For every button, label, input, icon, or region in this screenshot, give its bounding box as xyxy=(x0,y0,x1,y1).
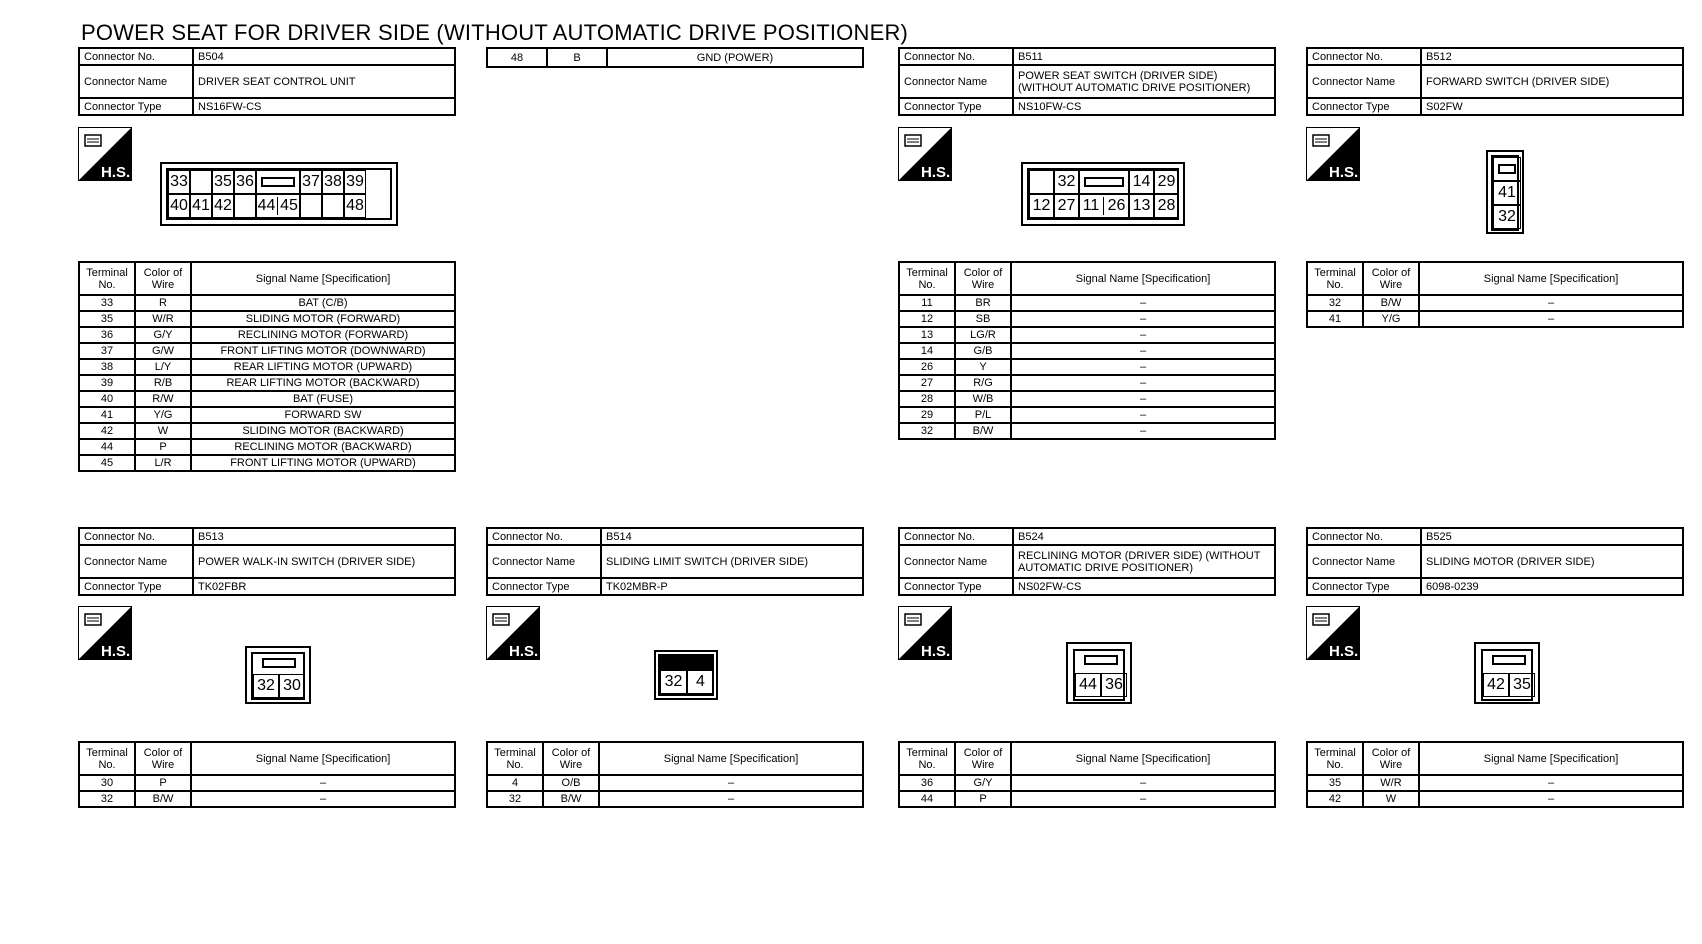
color-of-wire: Y/G xyxy=(1363,311,1419,327)
table-row xyxy=(899,343,1275,359)
pin: 32 xyxy=(660,670,687,694)
pin: 4 xyxy=(687,670,714,694)
table-row xyxy=(79,391,455,407)
table-row xyxy=(79,439,455,455)
table-row xyxy=(79,455,455,471)
terminal-no-header: Terminal No. xyxy=(899,262,955,295)
table-row xyxy=(79,791,455,807)
connector-key xyxy=(660,656,714,671)
hs-label: H.S. xyxy=(101,643,131,660)
connector-type-value: 6098-0239 xyxy=(1421,578,1683,595)
pin: 36 xyxy=(1101,673,1127,697)
pin: 13 xyxy=(1129,194,1154,218)
color-of-wire: LG/R xyxy=(955,327,1011,343)
color-of-wire: R/G xyxy=(955,375,1011,391)
connector-b525-face xyxy=(1474,642,1540,704)
color-of-wire: G/W xyxy=(135,343,191,359)
connector-type-value: S02FW xyxy=(1421,98,1683,115)
signal-name: – xyxy=(191,791,455,807)
signal-name: – xyxy=(1011,295,1275,311)
terminal-no: 33 xyxy=(79,295,135,311)
hs-icon xyxy=(898,606,952,660)
color-of-wire: G/Y xyxy=(135,327,191,343)
hs-icon xyxy=(898,127,952,181)
connector-type-label: Connector Type xyxy=(899,578,1013,595)
terminal-no: 39 xyxy=(79,375,135,391)
connector-b504-face xyxy=(160,162,398,226)
signal-name: – xyxy=(1011,327,1275,343)
color-of-wire: L/Y xyxy=(135,359,191,375)
connector-b524-signal-table xyxy=(898,741,1276,808)
connector-b514-face xyxy=(654,650,718,700)
connector-b514-header xyxy=(486,527,864,596)
table-row xyxy=(487,775,863,791)
connector-no-label: Connector No. xyxy=(899,528,1013,545)
connector-name-label: Connector Name xyxy=(79,545,193,578)
signal-name: BAT (C/B) xyxy=(191,295,455,311)
connector-no-label: Connector No. xyxy=(899,48,1013,65)
connector-no-label: Connector No. xyxy=(487,528,601,545)
connector-key xyxy=(1483,651,1535,674)
table-row xyxy=(79,375,455,391)
connector-b512-signal-table xyxy=(1306,261,1684,328)
connector-name-value: RECLINING MOTOR (DRIVER SIDE) (WITHOUT AUTOMATIC DRIVE POSITIONER) xyxy=(1013,545,1275,578)
terminal-no: 14 xyxy=(899,343,955,359)
color-of-wire-header: Color of Wire xyxy=(955,742,1011,775)
color-of-wire: Y/G xyxy=(135,407,191,423)
pin: 45 xyxy=(280,197,298,214)
table-row xyxy=(1307,775,1683,791)
connector-name-value: SLIDING MOTOR (DRIVER SIDE) xyxy=(1421,545,1683,578)
terminal-no: 12 xyxy=(899,311,955,327)
pin: 41 xyxy=(1493,181,1521,205)
connector-key xyxy=(1493,157,1521,181)
terminal-no-header: Terminal No. xyxy=(79,262,135,295)
signal-name: – xyxy=(1011,391,1275,407)
connector-name-value: DRIVER SEAT CONTROL UNIT xyxy=(193,65,455,98)
connector-name-value: SLIDING LIMIT SWITCH (DRIVER SIDE) xyxy=(601,545,863,578)
signal-name: – xyxy=(1011,407,1275,423)
table-row xyxy=(79,775,455,791)
table-row xyxy=(899,295,1275,311)
terminal-no-header: Terminal No. xyxy=(487,742,543,775)
connector-no-label: Connector No. xyxy=(1307,528,1421,545)
connector-b525-header xyxy=(1306,527,1684,596)
color-of-wire: B/W xyxy=(1363,295,1419,311)
connector-no-value: B525 xyxy=(1421,528,1683,545)
pin: 42 xyxy=(1483,673,1509,697)
terminal-no: 37 xyxy=(79,343,135,359)
connector-b511-header xyxy=(898,47,1276,116)
connector-name-label: Connector Name xyxy=(1307,545,1421,578)
color-of-wire-header: Color of Wire xyxy=(1363,262,1419,295)
pin: 37 xyxy=(300,170,322,194)
table-row xyxy=(1307,791,1683,807)
table-row xyxy=(79,407,455,423)
table-row xyxy=(899,407,1275,423)
color-of-wire-header: Color of Wire xyxy=(543,742,599,775)
connector-name-label: Connector Name xyxy=(1307,65,1421,98)
terminal-no: 32 xyxy=(899,423,955,439)
pin: 32 xyxy=(1493,205,1521,229)
hs-label: H.S. xyxy=(1329,164,1359,181)
connector-b512-face xyxy=(1486,150,1524,234)
terminal-no: 32 xyxy=(487,791,543,807)
connector-b524-header xyxy=(898,527,1276,596)
color-of-wire: B/W xyxy=(955,423,1011,439)
table-row xyxy=(899,327,1275,343)
connector-type-label: Connector Type xyxy=(1307,98,1421,115)
signal-name: RECLINING MOTOR (BACKWARD) xyxy=(191,439,455,455)
table-row xyxy=(899,423,1275,439)
signal-name: FRONT LIFTING MOTOR (DOWNWARD) xyxy=(191,343,455,359)
table-row xyxy=(79,295,455,311)
pin: 39 xyxy=(344,170,366,194)
connector-b524-face xyxy=(1066,642,1132,704)
pin: 28 xyxy=(1154,194,1179,218)
connector-type-value: NS10FW-CS xyxy=(1013,98,1275,115)
terminal-no: 36 xyxy=(899,775,955,791)
table-row xyxy=(899,359,1275,375)
hs-label: H.S. xyxy=(509,643,539,660)
hs-icon xyxy=(1306,606,1360,660)
connector-type-label: Connector Type xyxy=(1307,578,1421,595)
terminal-no: 30 xyxy=(79,775,135,791)
connector-no-label: Connector No. xyxy=(79,48,193,65)
color-of-wire: W xyxy=(135,423,191,439)
pin: 12 xyxy=(1029,194,1054,218)
color-of-wire: P xyxy=(135,775,191,791)
terminal-no: 35 xyxy=(79,311,135,327)
connector-key xyxy=(1079,170,1129,194)
pin: 30 xyxy=(279,674,305,698)
connector-b511-signal-table xyxy=(898,261,1276,440)
terminal-no-header: Terminal No. xyxy=(1307,262,1363,295)
terminal-no: 41 xyxy=(1307,311,1363,327)
pin: 41 xyxy=(190,194,212,218)
connector-b513-signal-table xyxy=(78,741,456,808)
connector-type-label: Connector Type xyxy=(79,578,193,595)
pin: 48 xyxy=(344,194,366,218)
signal-name-header: Signal Name [Specification] xyxy=(191,262,455,295)
color-of-wire: R/W xyxy=(135,391,191,407)
pin: 32 xyxy=(253,674,279,698)
signal-name: – xyxy=(1419,311,1683,327)
connector-b514-signal-table xyxy=(486,741,864,808)
table-row xyxy=(899,375,1275,391)
b504-extra-row xyxy=(486,47,864,68)
signal-name: – xyxy=(1011,375,1275,391)
color-of-wire-header: Color of Wire xyxy=(1363,742,1419,775)
connector-b511-face xyxy=(1021,162,1185,226)
signal-name: – xyxy=(1011,311,1275,327)
pin-empty xyxy=(322,194,344,218)
signal-name: – xyxy=(599,775,863,791)
pin: 38 xyxy=(322,170,344,194)
connector-no-value: B513 xyxy=(193,528,455,545)
table-row xyxy=(899,791,1275,807)
terminal-no: 4 xyxy=(487,775,543,791)
signal-name-header: Signal Name [Specification] xyxy=(1419,742,1683,775)
table-row xyxy=(79,327,455,343)
pin: 42 xyxy=(212,194,234,218)
connector-name-value: POWER SEAT SWITCH (DRIVER SIDE) (WITHOUT AUTOMATIC DRIVE POSITIONER) xyxy=(1013,65,1275,98)
signal-name: – xyxy=(1011,791,1275,807)
color-of-wire: W/R xyxy=(1363,775,1419,791)
color-of-wire: W/B xyxy=(955,391,1011,407)
connector-type-label: Connector Type xyxy=(79,98,193,115)
table-row xyxy=(79,359,455,375)
table-row xyxy=(899,311,1275,327)
color-of-wire: P xyxy=(135,439,191,455)
color-of-wire: P/L xyxy=(955,407,1011,423)
pin: 11 xyxy=(1079,197,1104,215)
terminal-no: 42 xyxy=(1307,791,1363,807)
connector-b525-signal-table xyxy=(1306,741,1684,808)
hs-icon xyxy=(486,606,540,660)
connector-b513-header xyxy=(78,527,456,596)
connector-name-value: FORWARD SWITCH (DRIVER SIDE) xyxy=(1421,65,1683,98)
signal-name: – xyxy=(1419,791,1683,807)
pin-pair xyxy=(1079,194,1129,218)
signal-name: – xyxy=(1011,359,1275,375)
terminal-no: 35 xyxy=(1307,775,1363,791)
signal-name: – xyxy=(1011,343,1275,359)
signal-name: – xyxy=(1419,295,1683,311)
connector-type-label: Connector Type xyxy=(487,578,601,595)
connector-key xyxy=(253,654,305,675)
pin-empty xyxy=(190,170,212,194)
terminal-no: 44 xyxy=(899,791,955,807)
pin: 44 xyxy=(256,197,278,215)
terminal-no-header: Terminal No. xyxy=(899,742,955,775)
hs-label: H.S. xyxy=(921,643,951,660)
pin-empty xyxy=(1029,170,1054,194)
page-title: POWER SEAT FOR DRIVER SIDE (WITHOUT AUTOMATIC DRIVE POSITIONER) xyxy=(81,20,909,45)
signal-name-header: Signal Name [Specification] xyxy=(1011,742,1275,775)
hs-icon xyxy=(1306,127,1360,181)
signal-name: FORWARD SW xyxy=(191,407,455,423)
terminal-no: 36 xyxy=(79,327,135,343)
signal-name: SLIDING MOTOR (BACKWARD) xyxy=(191,423,455,439)
terminal-no: 42 xyxy=(79,423,135,439)
terminal-no-header: Terminal No. xyxy=(79,742,135,775)
terminal-no: 13 xyxy=(899,327,955,343)
connector-b504-header xyxy=(78,47,456,116)
color-of-wire: Y xyxy=(955,359,1011,375)
color-of-wire: O/B xyxy=(543,775,599,791)
color-of-wire: BR xyxy=(955,295,1011,311)
connector-key xyxy=(256,170,300,194)
table-row xyxy=(487,791,863,807)
table-row xyxy=(79,343,455,359)
table-row xyxy=(899,775,1275,791)
connector-no-label: Connector No. xyxy=(79,528,193,545)
connector-name-value: POWER WALK-IN SWITCH (DRIVER SIDE) xyxy=(193,545,455,578)
color-of-wire: W xyxy=(1363,791,1419,807)
color-of-wire-header: Color of Wire xyxy=(135,742,191,775)
terminal-no-header: Terminal No. xyxy=(1307,742,1363,775)
color-of-wire: R xyxy=(135,295,191,311)
connector-no-value: B524 xyxy=(1013,528,1275,545)
signal-name-header: Signal Name [Specification] xyxy=(1419,262,1683,295)
pin-empty xyxy=(234,194,256,218)
terminal-no: 27 xyxy=(899,375,955,391)
hs-label: H.S. xyxy=(101,164,131,181)
signal-name: – xyxy=(1011,775,1275,791)
pin: 29 xyxy=(1154,170,1179,194)
table-row xyxy=(79,423,455,439)
color-of-wire: B/W xyxy=(543,791,599,807)
color-of-wire: R/B xyxy=(135,375,191,391)
pin: 36 xyxy=(234,170,256,194)
pin: 44 xyxy=(1075,673,1101,697)
table-row xyxy=(79,311,455,327)
terminal-no: 41 xyxy=(79,407,135,423)
connector-type-value: NS16FW-CS xyxy=(193,98,455,115)
color-of-wire: B xyxy=(547,48,607,67)
hs-label: H.S. xyxy=(921,164,951,181)
terminal-no: 40 xyxy=(79,391,135,407)
color-of-wire-header: Color of Wire xyxy=(955,262,1011,295)
pin: 14 xyxy=(1129,170,1154,194)
color-of-wire: G/B xyxy=(955,343,1011,359)
signal-name: – xyxy=(1419,775,1683,791)
color-of-wire: P xyxy=(955,791,1011,807)
hs-label: H.S. xyxy=(1329,643,1359,660)
color-of-wire-header: Color of Wire xyxy=(135,262,191,295)
connector-name-label: Connector Name xyxy=(79,65,193,98)
pin: 40 xyxy=(168,194,190,218)
connector-type-label: Connector Type xyxy=(899,98,1013,115)
terminal-no: 38 xyxy=(79,359,135,375)
pin: 32 xyxy=(1054,170,1079,194)
signal-name: – xyxy=(1011,423,1275,439)
pin: 35 xyxy=(212,170,234,194)
connector-key xyxy=(1075,651,1127,674)
signal-name: RECLINING MOTOR (FORWARD) xyxy=(191,327,455,343)
color-of-wire: B/W xyxy=(135,791,191,807)
connector-name-label: Connector Name xyxy=(487,545,601,578)
terminal-no: 11 xyxy=(899,295,955,311)
signal-name: SLIDING MOTOR (FORWARD) xyxy=(191,311,455,327)
pin: 26 xyxy=(1107,197,1126,214)
terminal-no: 32 xyxy=(1307,295,1363,311)
signal-name: REAR LIFTING MOTOR (BACKWARD) xyxy=(191,375,455,391)
connector-type-value: NS02FW-CS xyxy=(1013,578,1275,595)
connector-name-label: Connector Name xyxy=(899,545,1013,578)
signal-name: – xyxy=(191,775,455,791)
pin-pair xyxy=(256,194,300,218)
hs-icon xyxy=(78,606,132,660)
signal-name: GND (POWER) xyxy=(607,48,863,67)
signal-name: – xyxy=(599,791,863,807)
table-row xyxy=(899,391,1275,407)
connector-type-value: TK02FBR xyxy=(193,578,455,595)
pin: 33 xyxy=(168,170,190,194)
signal-name-header: Signal Name [Specification] xyxy=(1011,262,1275,295)
pin: 35 xyxy=(1509,673,1535,697)
signal-name: FRONT LIFTING MOTOR (UPWARD) xyxy=(191,455,455,471)
color-of-wire: W/R xyxy=(135,311,191,327)
connector-no-value: B512 xyxy=(1421,48,1683,65)
connector-b504-signal-table xyxy=(78,261,456,472)
terminal-no: 32 xyxy=(79,791,135,807)
signal-name-header: Signal Name [Specification] xyxy=(599,742,863,775)
connector-no-label: Connector No. xyxy=(1307,48,1421,65)
connector-no-value: B511 xyxy=(1013,48,1275,65)
terminal-no: 48 xyxy=(487,48,547,67)
color-of-wire: SB xyxy=(955,311,1011,327)
signal-name: REAR LIFTING MOTOR (UPWARD) xyxy=(191,359,455,375)
table-row xyxy=(1307,295,1683,311)
connector-name-label: Connector Name xyxy=(899,65,1013,98)
signal-name-header: Signal Name [Specification] xyxy=(191,742,455,775)
terminal-no: 29 xyxy=(899,407,955,423)
connector-type-value: TK02MBR-P xyxy=(601,578,863,595)
connector-b512-header xyxy=(1306,47,1684,116)
color-of-wire: L/R xyxy=(135,455,191,471)
terminal-no: 44 xyxy=(79,439,135,455)
connector-b513-face xyxy=(245,646,311,704)
pin: 27 xyxy=(1054,194,1079,218)
terminal-no: 26 xyxy=(899,359,955,375)
pin-empty xyxy=(300,194,322,218)
signal-name: BAT (FUSE) xyxy=(191,391,455,407)
color-of-wire: G/Y xyxy=(955,775,1011,791)
terminal-no: 45 xyxy=(79,455,135,471)
table-row xyxy=(1307,311,1683,327)
terminal-no: 28 xyxy=(899,391,955,407)
hs-icon xyxy=(78,127,132,181)
connector-no-value: B504 xyxy=(193,48,455,65)
connector-no-value: B514 xyxy=(601,528,863,545)
